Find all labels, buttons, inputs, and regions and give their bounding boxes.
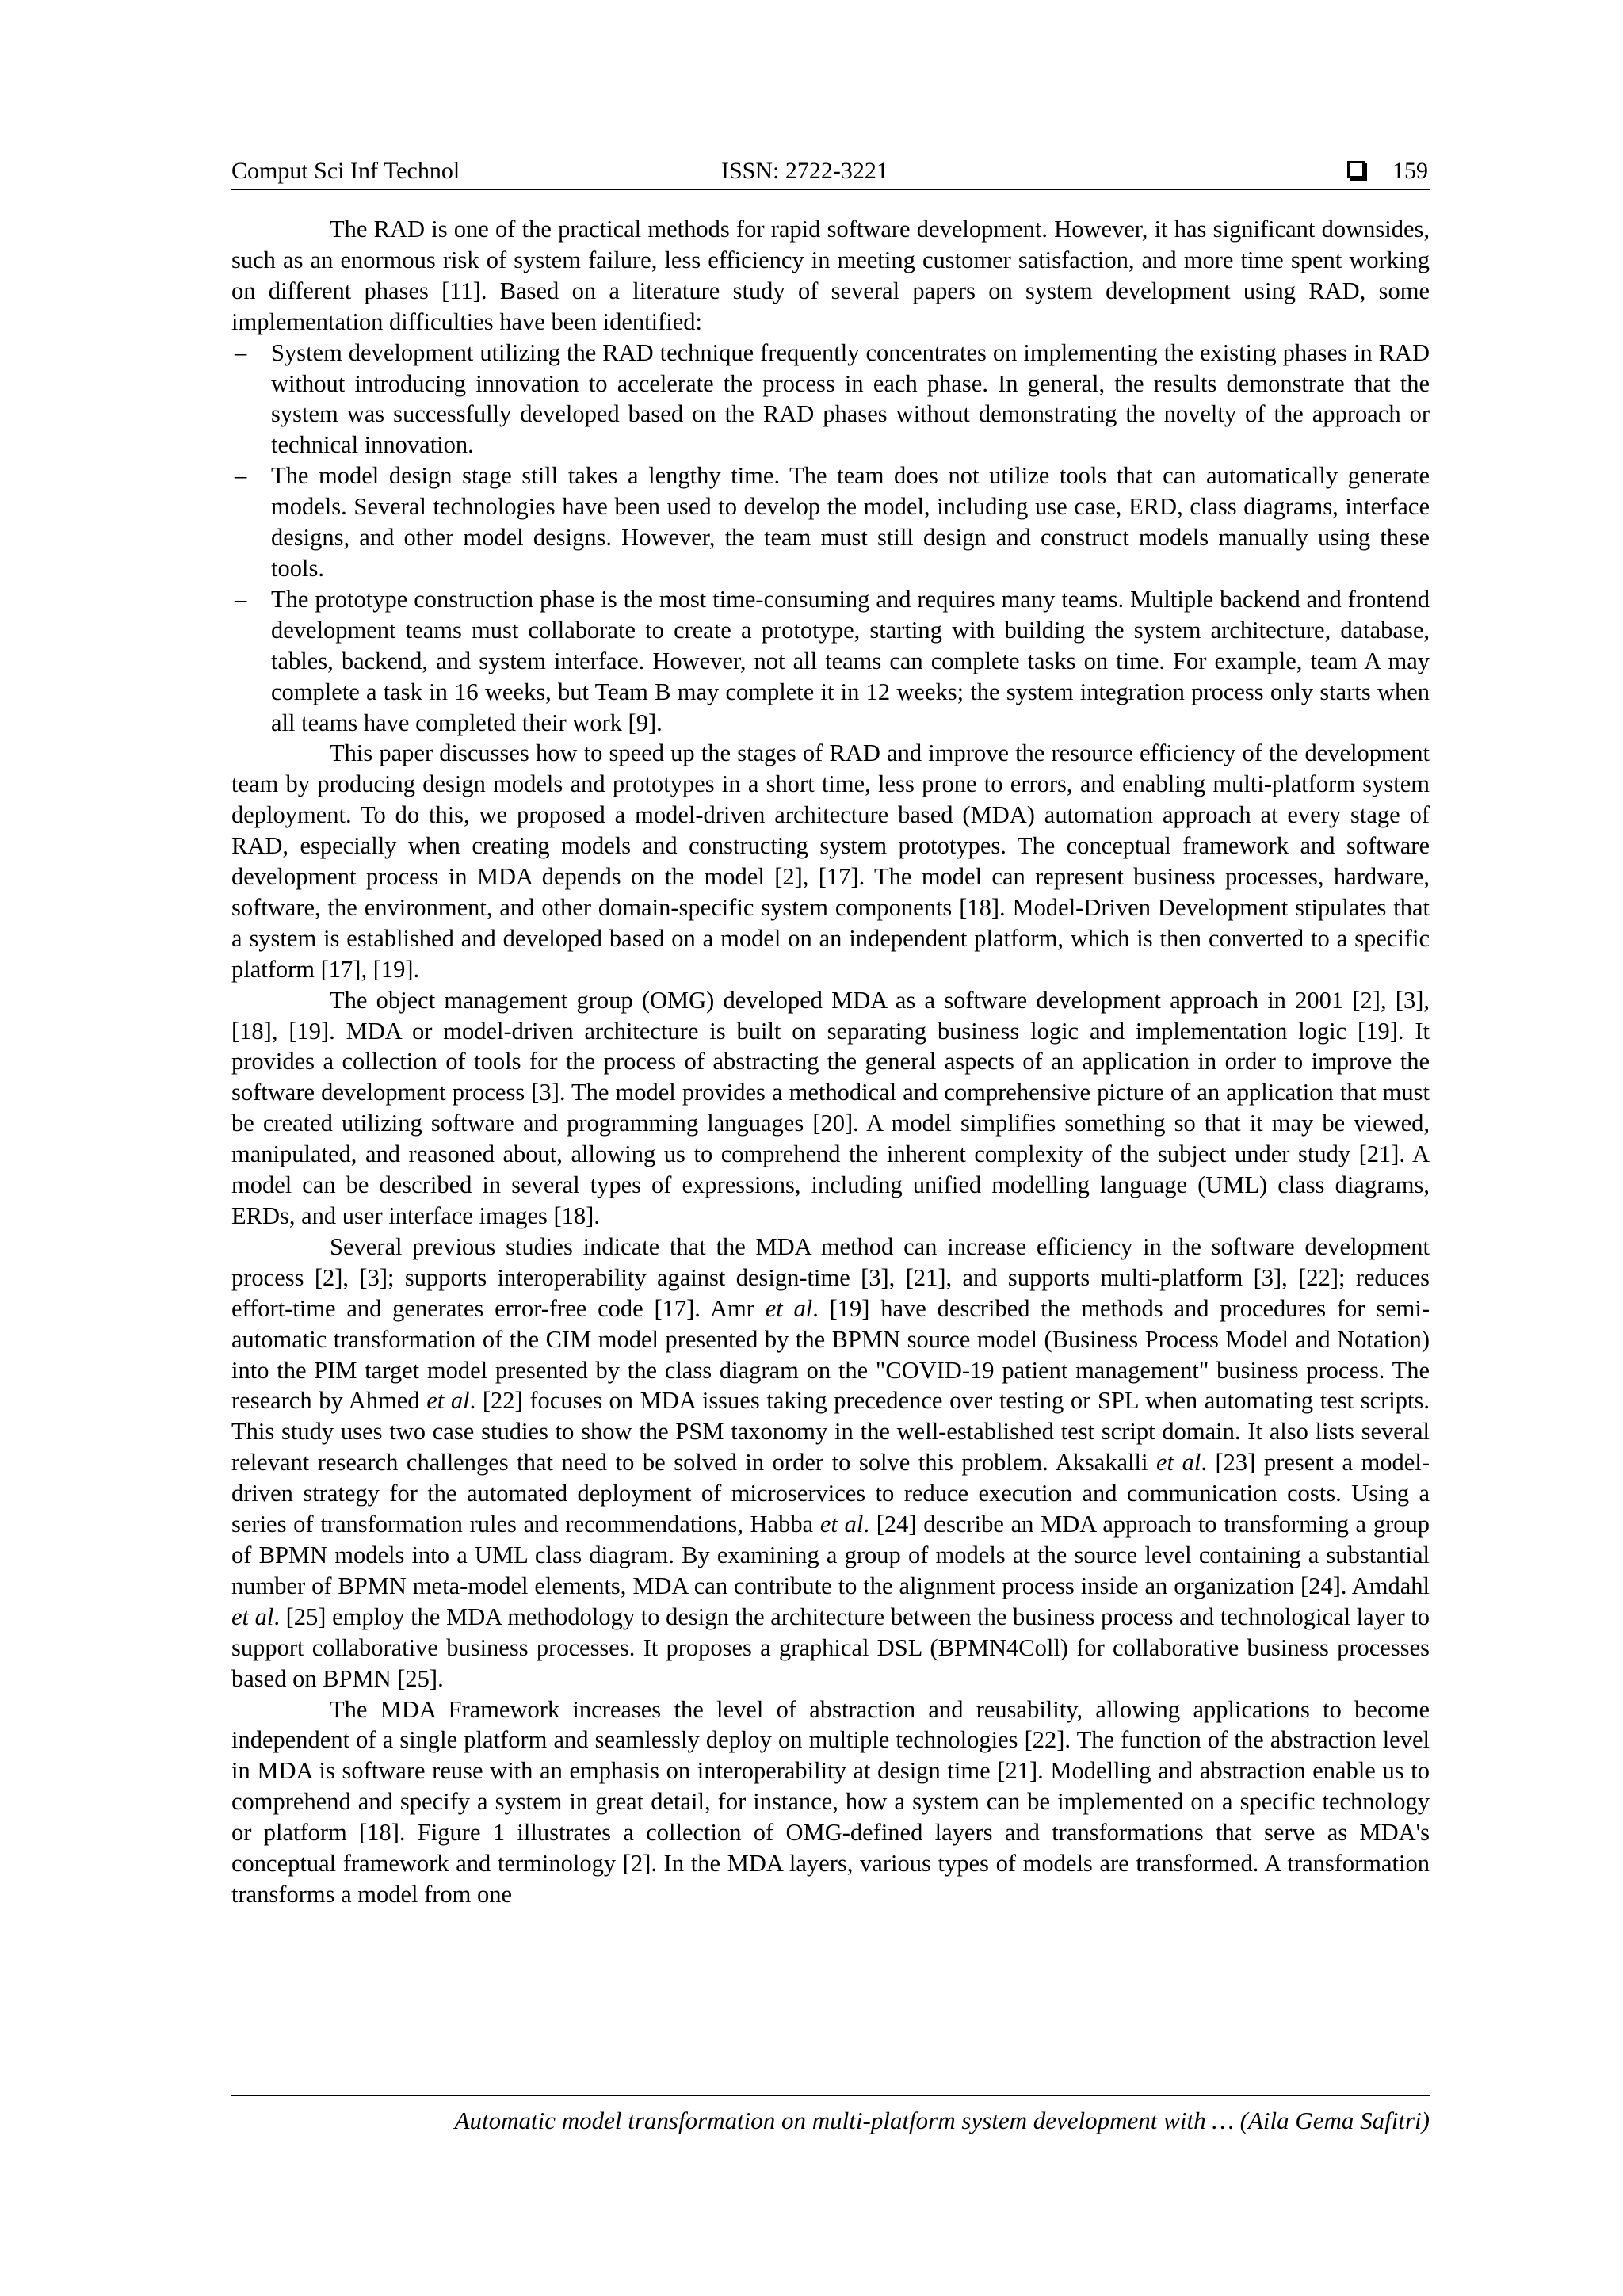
paragraph-1: The RAD is one of the practical methods for rapid software development. However, it has significant downsides, such as an enormous risk of system failure, less efficiency in meeting customer satisfaction, and more time spent working on different phases [11]. Based on a literature study of several papers on system development using RAD, some implementation difficulties have been identified: <box>231 216 1430 335</box>
text-segment: . [23] present a model-driven strategy for the automated deployment of microservices to reduce execution and communication costs. Using a series of transformation rules and recommendations, Habba <box>231 1449 1430 1538</box>
list-item-text: The prototype construction phase is the most time-consuming and requires many teams. Multiple backend and frontend development teams must collaborate to create a prototype, starting with building the system architecture, database, tables, backend, and system interface. However, not all teams can complete tasks on time. For example, team A may complete a task in 16 weeks, but Team B may complete it in 12 weeks; the system integration process only starts when all teams have completed their work [9]. <box>271 585 1430 736</box>
et-al: et al <box>231 1603 274 1630</box>
paragraph-5: The MDA Framework increases the level of abstraction and reusability, allowing applications to become independent of a single platform and seamlessly deploy on multiple technologies [22]. The function of the abstraction level in MDA is software reuse with an emphasis on interoperability at design time [21]. Modelling and abstraction enable us to comprehend and specify a system in great detail, for instance, how a system can be implemented on a specific technology or platform [18]. Figure 1 illustrates a collection of OMG-defined layers and transformations that serve as MDA's conceptual framework and terminology [2]. In the MDA layers, various types of models are transformed. A transformation transforms a model from one <box>231 1695 1430 1908</box>
list-item-text: The model design stage still takes a lengthy time. The team does not utilize tools that can automatically generate models. Several technologies have been used to develop the model, including use case, ERD, class diagrams, interface designs, and other model designs. However, the team must still design and construct models manually using these tools. <box>271 462 1430 582</box>
text-segment: . [24] describe an MDA approach to transforming a group of BPMN models into a UML class diagram. By examining a group of models at the source level containing a substantial number of BPMN meta-model elements, MDA can contribute to the alignment process inside an organization [24]. Amdahl <box>231 1511 1430 1599</box>
list-item-text: System development utilizing the RAD technique frequently concentrates on implementing the existing phases in RAD without introducing innovation to accelerate the process in each phase. In general, the results demonstrate that the system was successfully developed based on the RAD phases without demonstrating the novelty of the approach or technical innovation. <box>271 338 1430 459</box>
list-item <box>231 460 1430 584</box>
dash-bullet: – <box>235 585 247 613</box>
text-segment: . [19] have described the methods and procedures for semi-automatic transformation of the CIM model presented by the BPMN source model (Business Process Model and Notation) into the PIM target model presented by the class diagram on the "COVID-19 patient management" business process. The research by Ahmed <box>231 1294 1430 1415</box>
page-footer <box>231 2095 1430 2137</box>
page-number: 159 <box>1392 158 1428 184</box>
body-text <box>231 214 1430 1910</box>
text-segment: . [22] focuses on MDA issues taking precedence over testing or SPL when automating test scripts. This study uses two case studies to show the PSM taxonomy in the well-established test script domain. It also lists several relevant research challenges that need to be solved in order to solve this problem. Aksakalli <box>231 1387 1430 1477</box>
paragraph-2: This paper discusses how to speed up the stages of RAD and improve the resource efficiency of the development team by producing design models and prototypes in a short time, less prone to errors, and enabling multi-platform system deployment. To do this, we proposed a model-driven architecture based (MDA) automation approach at every stage of RAD, especially when creating models and constructing system prototypes. The conceptual framework and software development process in MDA depends on the model [2], [17]. The model can represent business processes, hardware, software, the environment, and other domain-specific system components [18]. Model-Driven Development stipulates that a system is established and developed based on a model on an independent platform, which is then converted to a specific platform [17], [19]. <box>231 739 1430 983</box>
square-bullet-icon <box>1347 161 1365 178</box>
list-item <box>231 338 1430 461</box>
dash-bullet: – <box>235 338 247 366</box>
list-item <box>231 584 1430 739</box>
page-header <box>231 155 1430 190</box>
difficulty-list <box>231 338 1430 739</box>
et-al: et al <box>1156 1449 1201 1477</box>
et-al: et al <box>765 1294 813 1322</box>
issn: ISSN: 2722-3221 <box>721 158 888 184</box>
text-segment: . [25] employ the MDA methodology to design the architecture between the business process and technological layer to support collaborative business processes. It proposes a graphical DSL (BPMN4Coll) for collaborative business processes based on BPMN [25]. <box>231 1603 1430 1692</box>
paragraph-3: The object management group (OMG) developed MDA as a software development approach in 2001 [2], [3], [18], [19]. MDA or model-driven architecture is built on separating business logic and implementation logic [19]. It provides a collection of tools for the process of abstracting the general aspects of an application in order to improve the software development process [3]. The model provides a methodical and comprehensive picture of an application that must be created utilizing software and programming languages [20]. A model simplifies something so that it may be viewed, manipulated, and reasoned about, allowing us to comprehend the inherent complexity of the subject under study [21]. A model can be described in several types of expressions, including unified modelling language (UML) class diagrams, ERDs, and user interface images [18]. <box>231 986 1430 1229</box>
dash-bullet: – <box>235 462 247 490</box>
text-segment: Several previous studies indicate that the MDA method can increase efficiency in the software development process [2], [3]; supports interoperability against design-time [3], [21], and supports multi-platform [3], [22]; reduces effort-time and generates error-free code [17]. Amr <box>231 1232 1430 1322</box>
paragraph-4 <box>231 1232 1430 1694</box>
journal-name: Comput Sci Inf Technol <box>231 158 460 184</box>
et-al: et al <box>819 1511 864 1538</box>
et-al: et al <box>426 1387 470 1415</box>
running-title: Automatic model transformation on multi-platform system development with … (Aila Gema Safitri) <box>454 2107 1430 2134</box>
